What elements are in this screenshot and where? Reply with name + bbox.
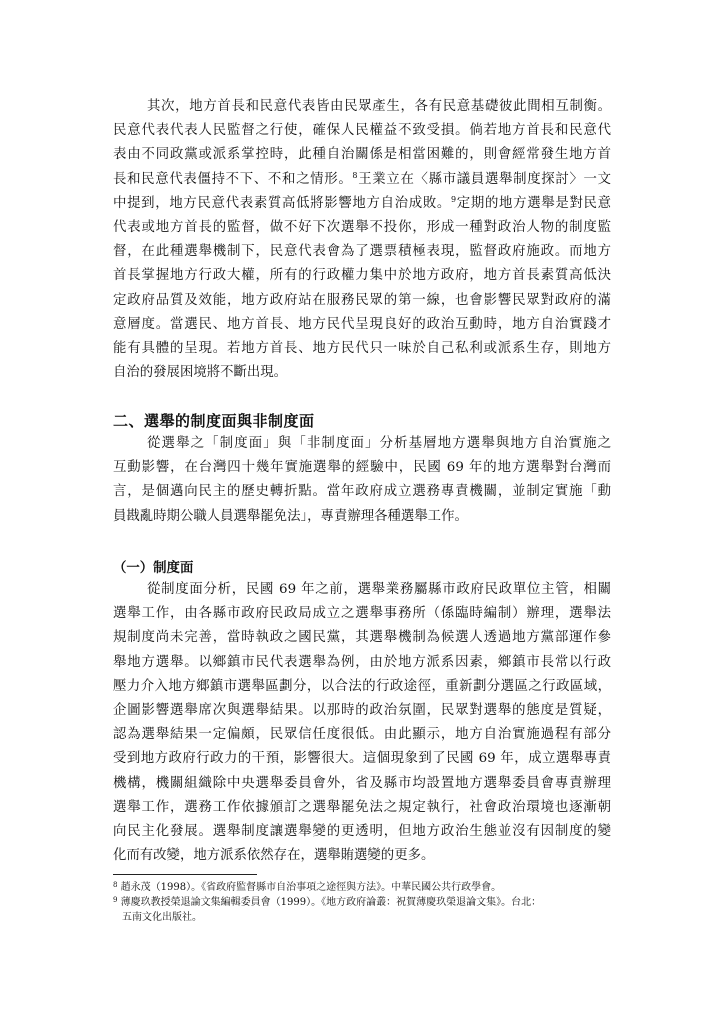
paragraph-intro: [113, 95, 611, 385]
footnotes: [113, 880, 611, 925]
text-line: 受到地方政府行政力的干預，影響很大。這個現象到了民國 69 年，成立選舉專責: [113, 751, 611, 767]
section-heading: 二、選舉的制度面與非制度面: [113, 412, 315, 430]
text-line: 從選舉之「制度面」與「非制度面」分析基層地方選舉與地方自治實施之: [147, 436, 611, 451]
text-line: 選舉工作，選務工作依據頒訂之選舉罷免法之規定執行，社會政治環境也逐漸朝: [113, 799, 611, 815]
text-line: 自治的發展困境將不斷出現。: [113, 365, 288, 381]
subsection-heading: （一）制度面: [113, 560, 194, 576]
text-line: 企圖影響選舉席次與選舉結果。以那時的政治氛圍，民眾對選舉的態度是質疑，: [113, 703, 611, 719]
text-line: 規制度尚未完善，當時執政之國民黨，其選舉機制為候選人透過地方黨部運作參: [113, 630, 611, 646]
text-line: 員戡亂時期公職人員選舉罷免法」，專責辦理各種選舉工作。: [113, 508, 468, 524]
text-line: 表由不同政黨或派系掌控時，此種自治關係是相當困難的，則會經常發生地方首: [113, 147, 611, 163]
paragraph-section2: [113, 432, 611, 529]
footnote-divider: [113, 874, 257, 875]
text-line-with-footnote: [113, 192, 611, 216]
text-line: 機構，機關組織除中央選舉委員會外，省及縣市均設置地方選舉委員會專責辦理: [113, 775, 611, 791]
text-line: 督，在此種選舉機制下，民意代表會為了選票積極表現，監督政府施政。而地方: [113, 244, 611, 260]
text-line: 定政府品質及效能，地方政府站在服務民眾的第一線，也會影響民眾對政府的滿: [113, 292, 611, 308]
text-line: 言，是個邁向民主的歷史轉折點。當年政府成立選務專責機關，並制定實施「動: [113, 484, 611, 500]
text-line: 舉地方選舉。以鄉鎮市民代表選舉為例，由於地方派系因素，鄉鎮市長常以行政: [113, 654, 611, 670]
text-line: 首長掌握地方行政大權，所有的行政權力集中於地方政府，地方首長素質高低決: [113, 268, 611, 284]
paragraph-subsection1: [113, 578, 611, 868]
footnote-number: 9: [113, 896, 118, 904]
footnote-9: [113, 895, 611, 910]
text-segment: 長和民意代表僵持不下、不和之情形。: [113, 171, 353, 187]
text-line: 化而有改變，地方派系依然存在，選舉賄選變的更多。: [113, 848, 435, 864]
text-line: 民意代表代表人民監督之行使，確保人民權益不致受損。倘若地方首長和民意代: [113, 123, 611, 139]
text-line: 認為選舉結果一定偏頗，民眾信任度很低。由此顯示，地方自治實施過程有部分: [113, 727, 611, 743]
text-line: 代表或地方首長的監督，做不好下次選舉不投你，形成一種對政治人物的制度監: [113, 220, 611, 236]
text-segment: 定期的地方選舉是對民意: [456, 195, 611, 211]
footnote-number: 8: [113, 881, 118, 889]
footnote-ref-9: 9: [451, 194, 457, 204]
text-line: 選舉工作，由各縣市政府民政局成立之選舉事務所（係臨時編制）辦理，選舉法: [113, 606, 611, 622]
text-line: 其次，地方首長和民意代表皆由民眾產生，各有民意基礎彼此間相互制衡。: [147, 99, 611, 114]
text-line: 壓力介入地方鄉鎮市選舉區劃分，以合法的行政途徑，重新劃分選區之行政區域，: [113, 678, 611, 694]
text-line: 能有具體的呈現。若地方首長、地方民代只一味於自己私利或派系生存，則地方: [113, 341, 611, 357]
text-line: 互動影響，在台灣四十幾年實施選舉的經驗中，民國 69 年的地方選舉對台灣而: [113, 460, 611, 476]
footnote-ref-8: 8: [352, 170, 358, 180]
text-line: 意層度。當選民、地方首長、地方民代呈現良好的政治互動時，地方自治實踐才: [113, 316, 611, 332]
text-segment: 王業立在〈縣市議員選舉制度探討〉一文: [357, 171, 611, 187]
text-segment: 中提到，地方民意代表素質高低將影響地方自治成敗。: [113, 195, 451, 211]
footnote-text: 趙永茂（1998）。《省政府監督縣市自治事項之途徑與方法》。中華民國公共行政學會。: [120, 882, 502, 893]
text-line-with-footnote: [113, 168, 611, 192]
footnote-text: 薄慶玖教授榮退論文集編輯委員會（1999）。《地方政府論叢：祝賀薄慶玖榮退論文集》。台北：: [120, 897, 542, 908]
text-line: 向民主化發展。選舉制度讓選舉變的更透明，但地方政治生態並沒有因制度的變: [113, 824, 611, 840]
footnote-8: [113, 880, 611, 895]
footnote-9-continuation: 五南文化出版社。: [122, 912, 202, 923]
text-line: 從制度面分析，民國 69 年之前，選舉業務屬縣市政府民政單位主管，相關: [147, 582, 611, 597]
